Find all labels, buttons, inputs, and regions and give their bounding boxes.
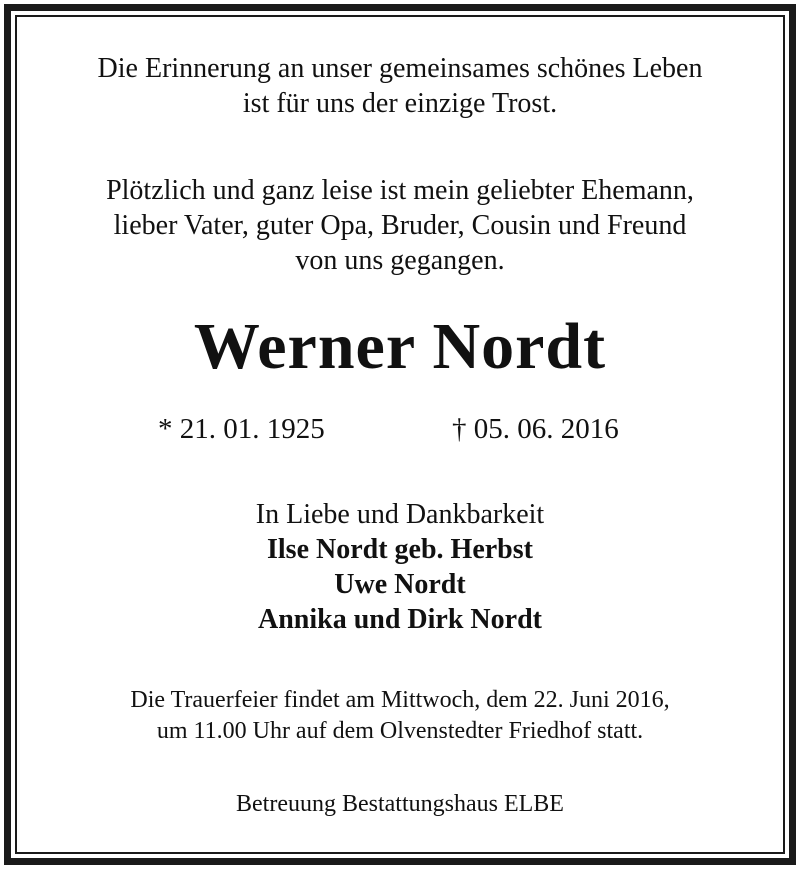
verse-line: ist für uns der einzige Trost. — [242, 88, 558, 119]
life-dates — [17, 411, 783, 447]
deceased-name: Werner Nordt — [193, 310, 607, 383]
announcement-line: lieber Vater, guter Opa, Bruder, Cousin und Freund — [113, 210, 687, 241]
funeral-line: Die Trauerfeier findet am Mittwoch, dem 22. Juni 2016, — [130, 687, 670, 713]
announcement-line: Plötzlich und ganz leise ist mein geliebter Ehemann, — [106, 175, 694, 206]
funeral-details — [17, 685, 783, 747]
mourners-intro: In Liebe und Dankbarkeit — [255, 499, 545, 530]
mourner-name: Annika und Dirk Nordt — [258, 604, 542, 635]
death-date: † 05. 06. 2016 — [452, 413, 619, 445]
opening-verse — [17, 51, 783, 121]
mourners — [17, 497, 783, 637]
funeral-line: um 11.00 Uhr auf dem Olvenstedter Friedhof statt. — [156, 718, 644, 744]
funeral-home: Betreuung Bestattungshaus ELBE — [236, 791, 564, 817]
mourner-name: Ilse Nordt geb. Herbst — [267, 534, 533, 565]
announcement-line: von uns gegangen. — [295, 245, 505, 276]
verse-line: Die Erinnerung an unser gemeinsames schönes Leben — [97, 53, 703, 84]
birth-date: * 21. 01. 1925 — [158, 413, 325, 445]
mourner-name: Uwe Nordt — [334, 569, 466, 600]
death-announcement — [17, 173, 783, 278]
